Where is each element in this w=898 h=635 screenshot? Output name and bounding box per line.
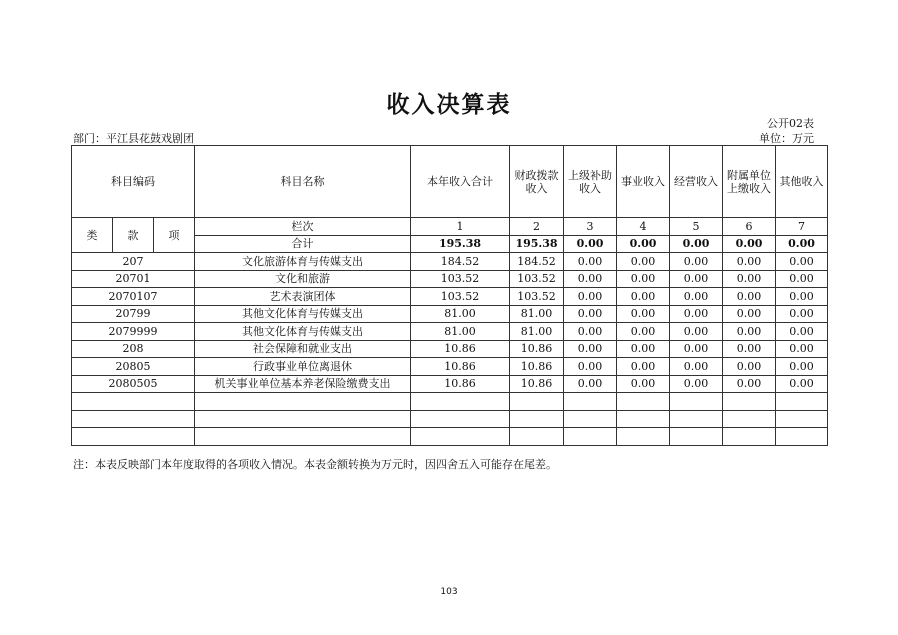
row-name: 文化旅游体育与传媒支出 bbox=[195, 253, 411, 271]
table-row bbox=[72, 358, 828, 376]
row-value: 0.00 bbox=[670, 323, 723, 341]
row-value: 0.00 bbox=[776, 270, 828, 288]
row-value: 0.00 bbox=[617, 358, 670, 376]
column-number: 4 bbox=[617, 218, 670, 236]
column-number: 2 bbox=[510, 218, 564, 236]
row-value: 0.00 bbox=[723, 288, 776, 306]
table-row bbox=[72, 340, 828, 358]
row-value: 0.00 bbox=[564, 375, 617, 393]
empty-cell bbox=[72, 428, 195, 446]
row-value: 0.00 bbox=[723, 323, 776, 341]
total-value: 0.00 bbox=[564, 235, 617, 253]
row-value: 184.52 bbox=[411, 253, 510, 271]
column-number: 6 bbox=[723, 218, 776, 236]
table-row bbox=[72, 253, 828, 271]
row-value: 0.00 bbox=[564, 288, 617, 306]
row-value: 0.00 bbox=[776, 358, 828, 376]
empty-cell bbox=[776, 410, 828, 428]
row-value: 0.00 bbox=[776, 375, 828, 393]
row-value: 0.00 bbox=[564, 358, 617, 376]
page-title: 收入决算表 bbox=[386, 92, 512, 118]
row-value: 81.00 bbox=[510, 305, 564, 323]
empty-cell bbox=[564, 410, 617, 428]
row-value: 103.52 bbox=[510, 288, 564, 306]
row-value: 0.00 bbox=[723, 305, 776, 323]
row-code: 20805 bbox=[72, 358, 195, 376]
table-row bbox=[72, 305, 828, 323]
empty-cell bbox=[411, 393, 510, 411]
total-value: 0.00 bbox=[670, 235, 723, 253]
row-value: 0.00 bbox=[776, 253, 828, 271]
row-value: 0.00 bbox=[670, 270, 723, 288]
row-value: 81.00 bbox=[411, 305, 510, 323]
empty-cell bbox=[195, 428, 411, 446]
row-value: 0.00 bbox=[776, 323, 828, 341]
header-code: 科目编码 bbox=[72, 146, 195, 218]
table-row bbox=[72, 375, 828, 393]
empty-row bbox=[72, 410, 828, 428]
row-value: 0.00 bbox=[617, 305, 670, 323]
header-total: 本年收入合计 bbox=[411, 146, 510, 218]
column-number: 7 bbox=[776, 218, 828, 236]
row-name: 其他文化体育与传媒支出 bbox=[195, 305, 411, 323]
total-label: 合计 bbox=[195, 235, 411, 253]
row-name: 其他文化体育与传媒支出 bbox=[195, 323, 411, 341]
total-value: 0.00 bbox=[776, 235, 828, 253]
empty-cell bbox=[510, 393, 564, 411]
column-label: 栏次 bbox=[195, 218, 411, 236]
header-other: 其他收入 bbox=[776, 146, 828, 218]
row-value: 0.00 bbox=[617, 375, 670, 393]
row-code: 2070107 bbox=[72, 288, 195, 306]
row-value: 0.00 bbox=[723, 340, 776, 358]
row-value: 0.00 bbox=[670, 305, 723, 323]
total-value: 0.00 bbox=[723, 235, 776, 253]
row-code: 207 bbox=[72, 253, 195, 271]
empty-cell bbox=[195, 393, 411, 411]
row-value: 0.00 bbox=[564, 270, 617, 288]
unit-label: 单位：万元 bbox=[759, 132, 814, 145]
row-value: 0.00 bbox=[670, 288, 723, 306]
row-value: 0.00 bbox=[564, 305, 617, 323]
row-value: 0.00 bbox=[776, 340, 828, 358]
row-value: 0.00 bbox=[723, 358, 776, 376]
row-value: 0.00 bbox=[670, 358, 723, 376]
row-value: 81.00 bbox=[510, 323, 564, 341]
header-name: 科目名称 bbox=[195, 146, 411, 218]
empty-row bbox=[72, 393, 828, 411]
row-code: 20701 bbox=[72, 270, 195, 288]
row-value: 0.00 bbox=[670, 375, 723, 393]
table-row bbox=[72, 288, 828, 306]
data-rows bbox=[72, 253, 828, 393]
row-value: 0.00 bbox=[617, 253, 670, 271]
empty-cell bbox=[723, 393, 776, 411]
empty-cell bbox=[723, 410, 776, 428]
row-value: 0.00 bbox=[617, 340, 670, 358]
row-value: 0.00 bbox=[564, 323, 617, 341]
row-value: 0.00 bbox=[564, 253, 617, 271]
row-value: 10.86 bbox=[411, 340, 510, 358]
table-row bbox=[72, 270, 828, 288]
row-value: 0.00 bbox=[617, 270, 670, 288]
row-value: 0.00 bbox=[617, 323, 670, 341]
empty-cell bbox=[510, 428, 564, 446]
row-name: 文化和旅游 bbox=[195, 270, 411, 288]
column-number: 5 bbox=[670, 218, 723, 236]
column-number: 1 bbox=[411, 218, 510, 236]
row-value: 103.52 bbox=[411, 270, 510, 288]
row-code: 2079999 bbox=[72, 323, 195, 341]
row-value: 0.00 bbox=[776, 305, 828, 323]
empty-cell bbox=[670, 393, 723, 411]
row-name: 行政事业单位离退休 bbox=[195, 358, 411, 376]
row-value: 0.00 bbox=[670, 253, 723, 271]
row-code: 208 bbox=[72, 340, 195, 358]
total-value: 0.00 bbox=[617, 235, 670, 253]
form-number: 公开02表 bbox=[767, 117, 814, 130]
row-value: 0.00 bbox=[723, 375, 776, 393]
header-fiscal: 财政拨款收入 bbox=[510, 146, 564, 218]
empty-cell bbox=[776, 393, 828, 411]
row-value: 10.86 bbox=[510, 340, 564, 358]
empty-cell bbox=[617, 410, 670, 428]
column-number-row bbox=[72, 218, 828, 236]
empty-cell bbox=[411, 410, 510, 428]
header-upper-subsidy: 上级补助收入 bbox=[564, 146, 617, 218]
sub-header-kuan: 款 bbox=[113, 218, 154, 253]
row-value: 0.00 bbox=[670, 340, 723, 358]
header-affiliated: 附属单位上缴收入 bbox=[723, 146, 776, 218]
row-code: 2080505 bbox=[72, 375, 195, 393]
header-business: 事业收入 bbox=[617, 146, 670, 218]
empty-cell bbox=[670, 410, 723, 428]
row-name: 机关事业单位基本养老保险缴费支出 bbox=[195, 375, 411, 393]
footnote: 注：本表反映部门本年度取得的各项收入情况。本表金额转换为万元时，因四舍五入可能存在尾差。 bbox=[73, 458, 557, 471]
row-name: 社会保障和就业支出 bbox=[195, 340, 411, 358]
empty-row bbox=[72, 428, 828, 446]
department-label: 部门：平江县花鼓戏剧团 bbox=[73, 132, 194, 145]
row-value: 10.86 bbox=[411, 375, 510, 393]
empty-cell bbox=[411, 428, 510, 446]
empty-cell bbox=[617, 393, 670, 411]
empty-cell bbox=[723, 428, 776, 446]
empty-cell bbox=[617, 428, 670, 446]
row-value: 103.52 bbox=[411, 288, 510, 306]
row-value: 10.86 bbox=[411, 358, 510, 376]
row-value: 0.00 bbox=[564, 340, 617, 358]
row-value: 0.00 bbox=[723, 253, 776, 271]
column-number: 3 bbox=[564, 218, 617, 236]
row-value: 81.00 bbox=[411, 323, 510, 341]
row-value: 10.86 bbox=[510, 358, 564, 376]
empty-cell bbox=[564, 393, 617, 411]
header-operating: 经营收入 bbox=[670, 146, 723, 218]
total-value: 195.38 bbox=[510, 235, 564, 253]
empty-cell bbox=[776, 428, 828, 446]
row-value: 103.52 bbox=[510, 270, 564, 288]
empty-cell bbox=[72, 410, 195, 428]
sub-header-lei: 类 bbox=[72, 218, 113, 253]
row-value: 0.00 bbox=[617, 288, 670, 306]
income-table bbox=[71, 145, 828, 446]
row-name: 艺术表演团体 bbox=[195, 288, 411, 306]
empty-cell bbox=[670, 428, 723, 446]
empty-cell bbox=[510, 410, 564, 428]
row-value: 184.52 bbox=[510, 253, 564, 271]
row-value: 0.00 bbox=[723, 270, 776, 288]
total-value: 195.38 bbox=[411, 235, 510, 253]
table-row bbox=[72, 323, 828, 341]
page-number: 103 bbox=[440, 587, 458, 597]
empty-cell bbox=[195, 410, 411, 428]
row-value: 10.86 bbox=[510, 375, 564, 393]
row-code: 20799 bbox=[72, 305, 195, 323]
row-value: 0.00 bbox=[776, 288, 828, 306]
sub-header-xiang: 项 bbox=[154, 218, 195, 253]
header-row bbox=[72, 146, 828, 218]
empty-cell bbox=[564, 428, 617, 446]
empty-cell bbox=[72, 393, 195, 411]
